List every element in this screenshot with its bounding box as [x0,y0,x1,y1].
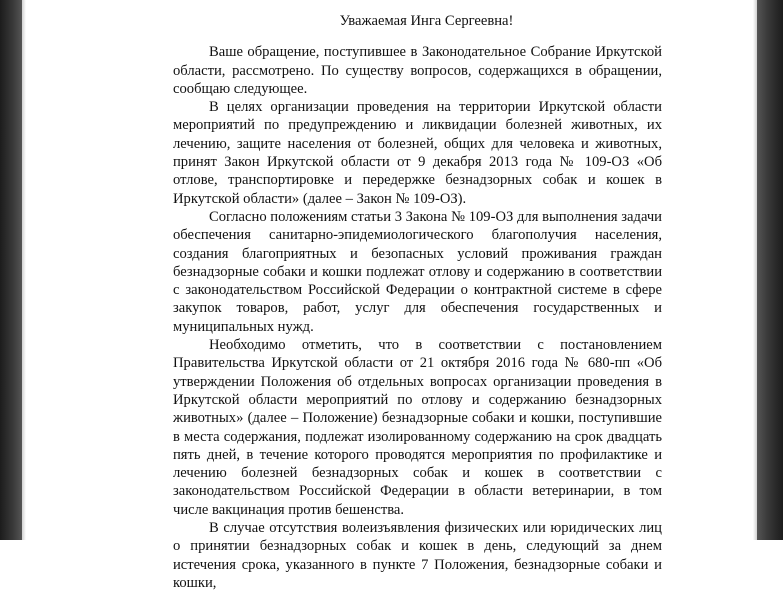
viewer-frame-right [757,0,783,540]
letter-body [173,12,662,592]
paragraph-regulation-680: Необходимо отметить, что в соответствии с постановлением Правительства Иркутской области от 21 октября 2016 года № 680-пп «Об утверждении Положения об отдельных вопросах организации проведения в Иркутской области мероприятий по отлову и содержанию безнадзорных животных» (далее – Положение) безнадзорные собаки и кошки, поступившие в места содержания, подлежат изолированному содержанию на срок двадцать пять дней, в течение которого проводятся мероприятия по профилактике и лечению болезней безнадзорных собак и кошек в соответствии с законодательством Российской Федерации в области ветеринарии, в том числе вакцинация против бешенства. [173,337,662,518]
document-page [22,0,757,591]
paragraph-law-109: В целях организации проведения на территории Иркутской области мероприятий по предупреждению и ликвидации болезней животных, их лечению, защите населения от болезней, общих для человека и животных, принят Закон Иркутской области от 9 декабря 2013 года № 109-ОЗ «Об отлове, транспортировке и передержке безнадзорных собак и кошек в Иркутской области» (далее – Закон № 109-ОЗ). [173,99,662,207]
page-shadow-left [22,0,26,540]
paragraph-article-3: Согласно положениям статьи 3 Закона № 109-ОЗ для выполнения задачи обеспечения санитарно-эпидемиологического благополучия населения, создания благоприятных и безопасных условий проживания граждан безнадзорные собаки и кошки подлежат отлову и содержанию в соответствии с законодательством Российской Федерации о контрактной системе в сфере закупок товаров, работ, услуг для обеспечения государственных и муниципальных нужд. [173,208,662,335]
viewer-frame-left [0,0,22,540]
letter-greeting: Уважаемая Инга Сергеевна! [339,13,514,29]
paragraph-intro: Ваше обращение, поступившее в Законодательное Собрание Иркутской области, рассмотрено. По существу вопросов, содержащихся в обращении, сообщаю следующее. [173,44,662,97]
paragraph-absence-of-will: В случае отсутствия волеизъявления физических или юридических лиц о принятии безнадзорных собак и кошек в день, следующий за днем истечения срока, указанного в пункте 7 Положения, безнадзорные собаки и кошки, [173,520,662,591]
